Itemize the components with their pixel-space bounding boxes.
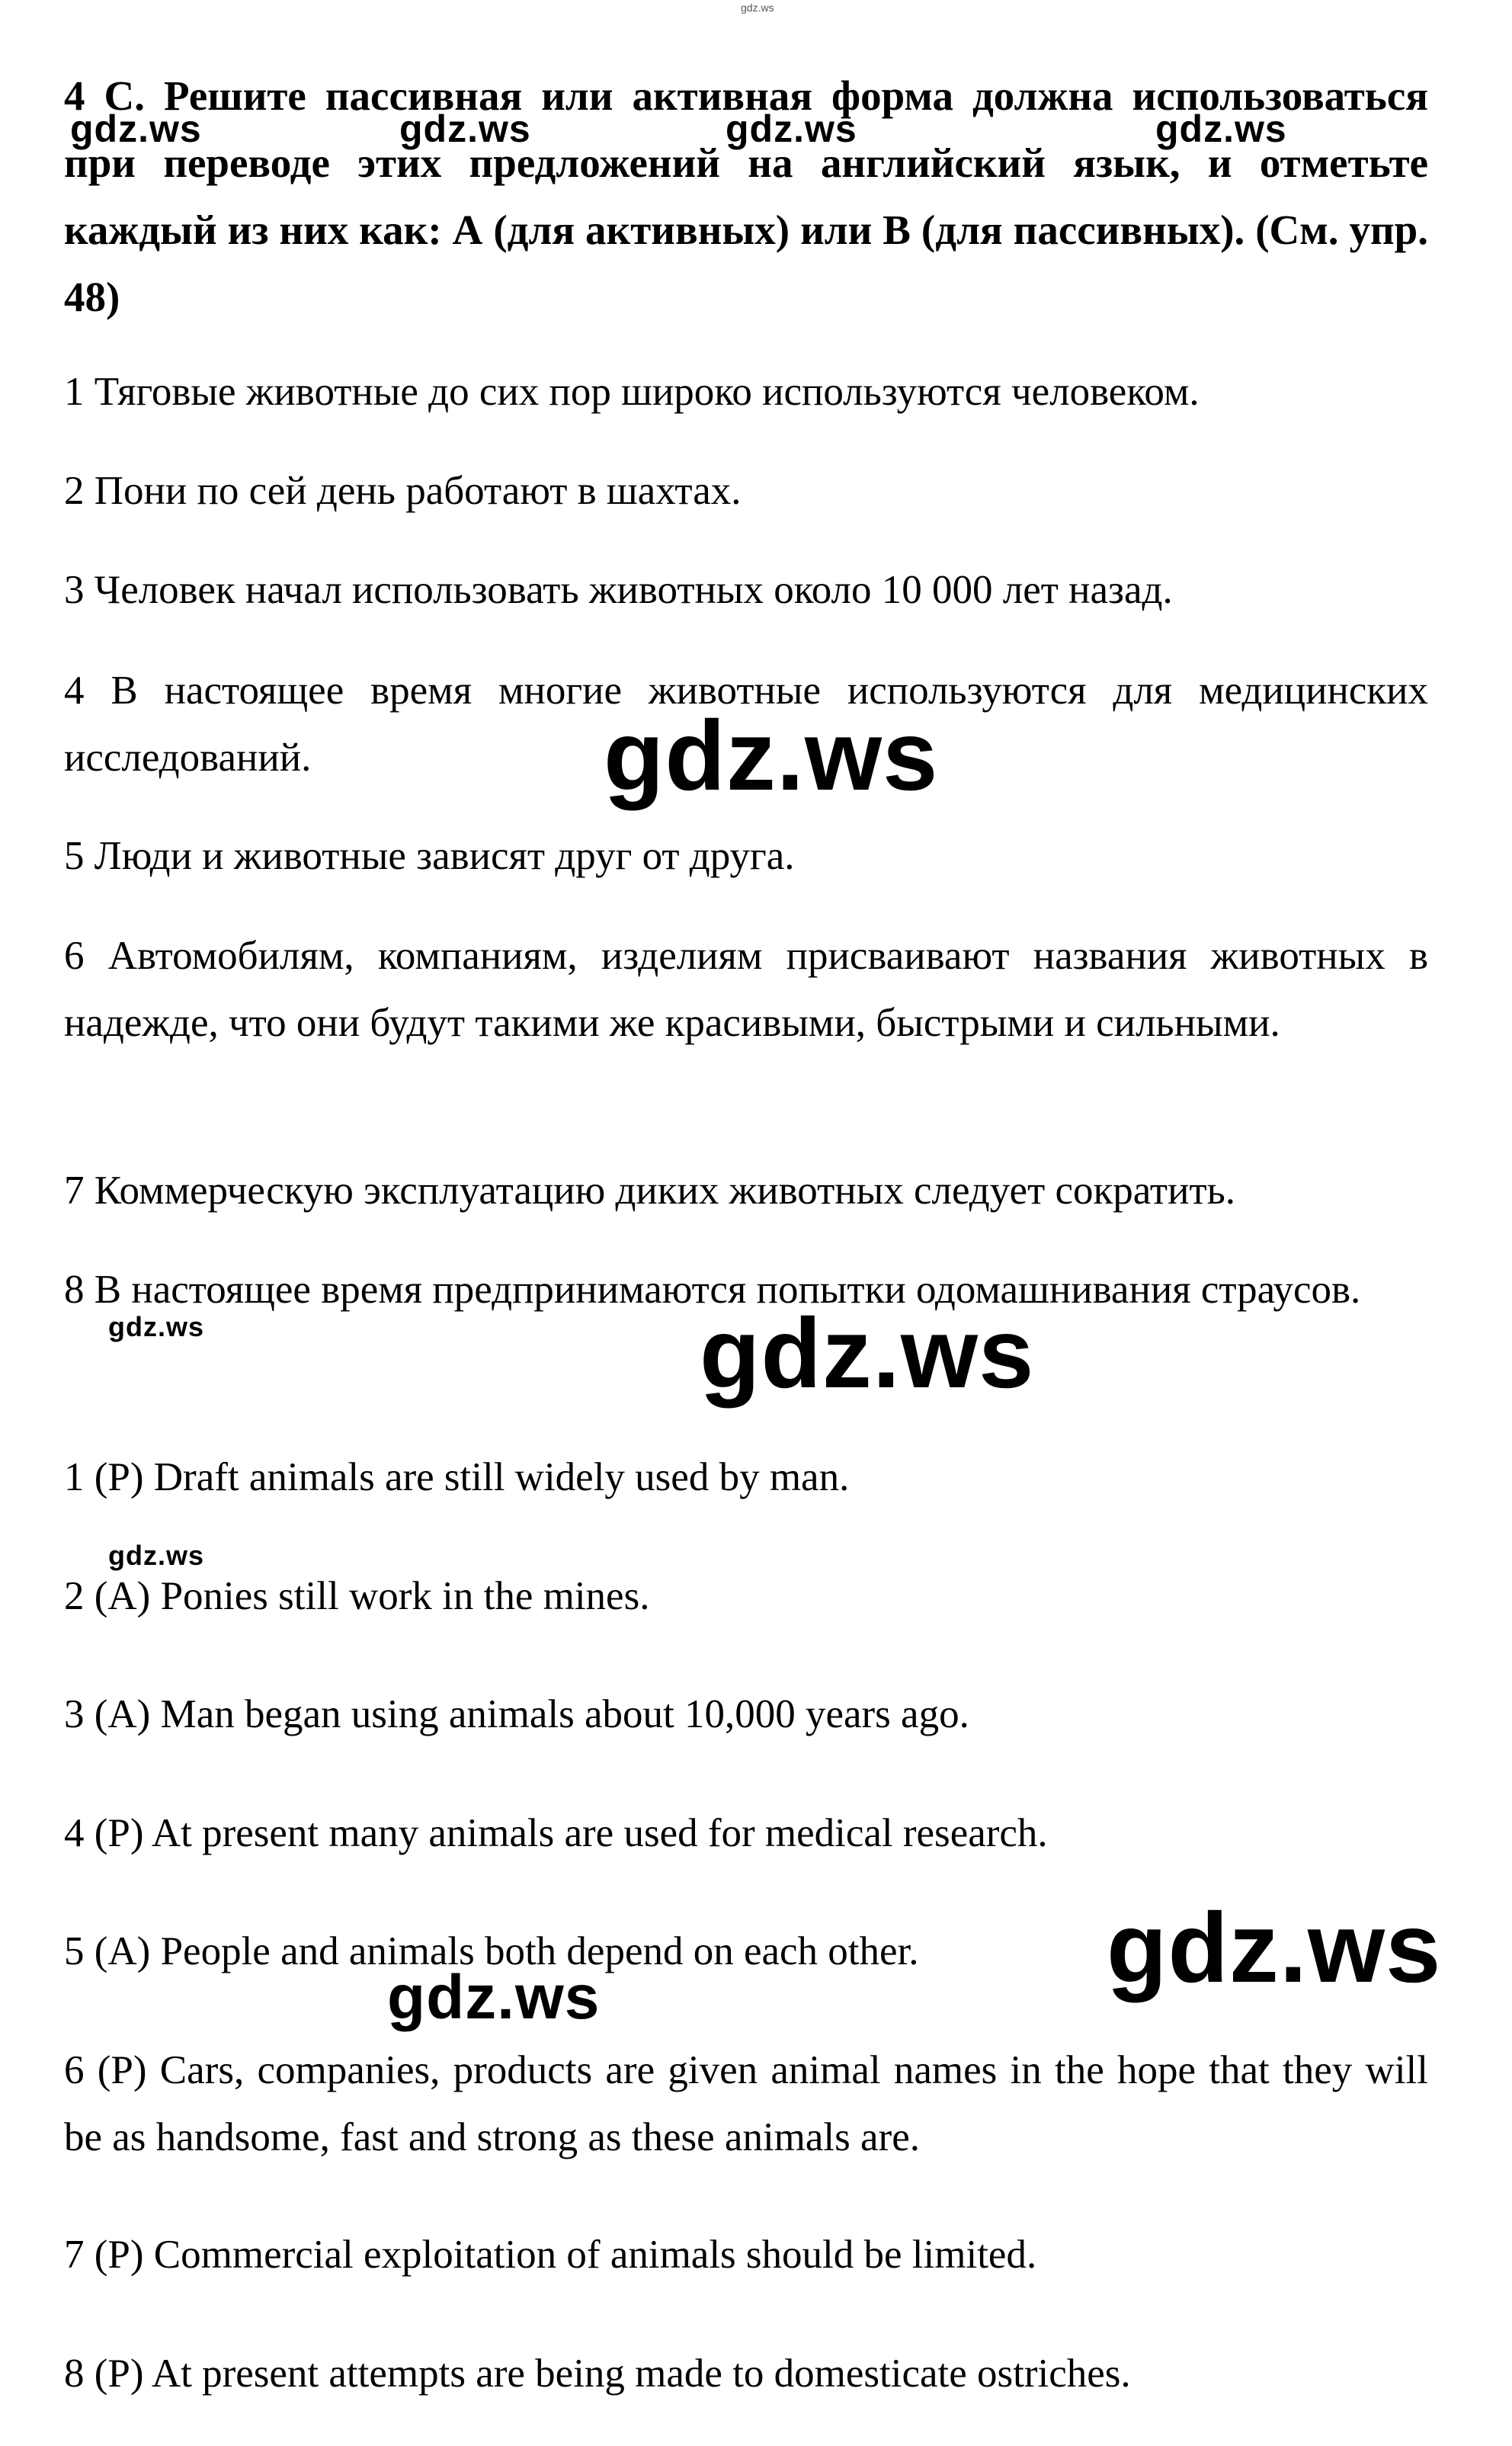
russian-sentence-5: 5 Люди и животные зависят друг от друга. xyxy=(64,834,795,878)
watermark: gdz.ws xyxy=(604,700,939,811)
watermark: gdz.ws xyxy=(1107,1892,1442,2003)
russian-sentence-4: 4 В настоящее время многие животные используются для медицинских исследований. xyxy=(64,668,1428,780)
watermark: gdz.ws xyxy=(399,107,531,150)
watermark: gdz.ws xyxy=(700,1297,1035,1409)
russian-sentence-7: 7 Коммерческую эксплуатацию диких животных следует сократить. xyxy=(64,1169,1236,1213)
watermark: gdz.ws xyxy=(1155,107,1287,150)
watermark: gdz.ws xyxy=(108,1311,205,1342)
russian-sentence-1: 1 Тяговые животные до сих пор широко используются человеком. xyxy=(64,370,1200,414)
english-answer-3: 3 (A) Man began using animals about 10,000 years ago. xyxy=(64,1692,969,1736)
russian-sentence-6: 6 Автомобилям, компаниям, изделиям присваивают названия животных в надежде, что они будут такими же красивыми, быстрыми и сильными. xyxy=(64,934,1428,1045)
watermark: gdz.ws xyxy=(108,1540,205,1571)
exercise-heading: 4 C. Решите пассивная или активная форма должна использоваться при переводе этих предложений на английский язык, и отметьте каждый из них как: А (для активных) или В (для пассивных). (См. упр. 48) xyxy=(64,72,1428,320)
english-answer-5: 5 (A) People and animals both depend on each other. xyxy=(64,1929,919,1973)
watermark: gdz.ws xyxy=(726,107,857,150)
russian-sentence-2: 2 Пони по сей день работают в шахтах. xyxy=(64,469,742,513)
russian-sentence-3: 3 Человек начал использовать животных около 10 000 лет назад. xyxy=(64,568,1173,612)
watermark: gdz.ws xyxy=(70,107,202,150)
english-answer-7: 7 (P) Commercial exploitation of animals should be limited. xyxy=(64,2233,1037,2277)
english-answer-6: 6 (P) Cars, companies, products are given animal names in the hope that they will be as handsome, fast and strong as these animals are. xyxy=(64,2048,1428,2159)
watermark: gdz.ws xyxy=(387,1963,601,2032)
english-answer-8: 8 (P) At present attempts are being made to domesticate ostriches. xyxy=(64,2351,1131,2396)
top-watermark: gdz.ws xyxy=(741,2,774,14)
english-answer-2: 2 (A) Ponies still work in the mines. xyxy=(64,1574,650,1618)
russian-sentence-8: 8 В настоящее время предпринимаются попытки одомашнивания страусов. xyxy=(64,1268,1361,1312)
english-answer-4: 4 (P) At present many animals are used for medical research. xyxy=(64,1811,1048,1855)
english-answer-1: 1 (P) Draft animals are still widely used by man. xyxy=(64,1455,850,1499)
